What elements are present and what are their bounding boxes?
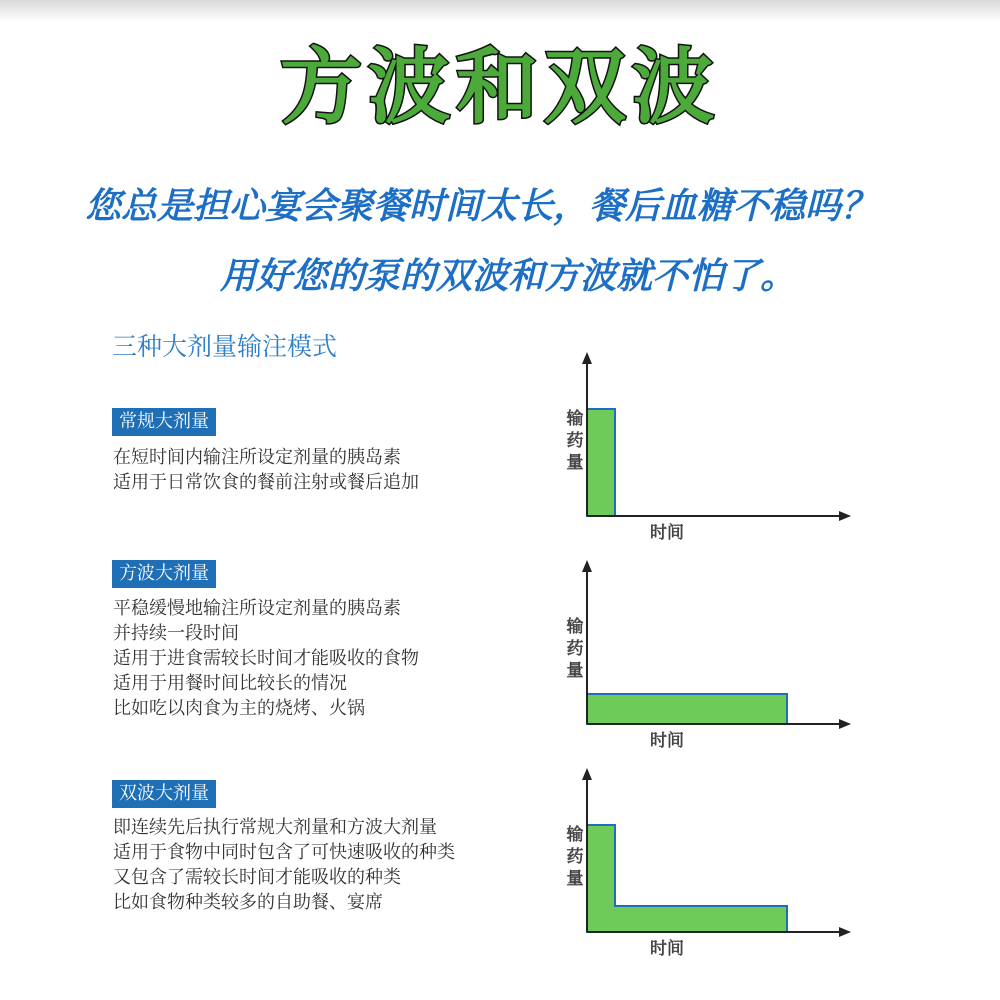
- mode-badge-square: 方波大剂量: [112, 560, 216, 588]
- x-axis-arrow: [839, 927, 851, 937]
- mode-desc-line: 平稳缓慢地输注所设定剂量的胰岛素: [113, 598, 401, 619]
- y-axis-label-char: 输: [566, 617, 584, 637]
- x-axis-label: 时间: [650, 939, 684, 959]
- mode-desc-line: 并持续一段时间: [113, 623, 239, 644]
- x-axis-label: 时间: [650, 523, 684, 543]
- y-axis-arrow: [582, 560, 592, 572]
- y-axis-arrow: [582, 352, 592, 364]
- x-axis-arrow: [839, 511, 851, 521]
- mode-desc-square: [113, 596, 419, 721]
- y-axis-label-char: 量: [566, 453, 584, 473]
- mode-desc-line: 适用于日常饮食的餐前注射或餐后追加: [113, 472, 419, 493]
- mode-badge-dual: 双波大剂量: [112, 780, 216, 808]
- y-axis-arrow: [582, 768, 592, 780]
- delivery-shape: [587, 825, 787, 932]
- y-axis-label-char: 输: [566, 825, 584, 845]
- mode-desc-line: 即连续先后执行常规大剂量和方波大剂量: [113, 817, 437, 838]
- section-title: 三种大剂量输注模式: [112, 332, 338, 361]
- top-fade-strip: [0, 0, 1000, 22]
- subtitle-line-1: 您总是担心宴会聚餐时间太长，餐后血糖不稳吗？: [85, 185, 878, 227]
- mode-desc-line: 适用于食物中同时包含了可快速吸收的种类: [113, 842, 455, 863]
- mode-desc-line: 比如吃以肉食为主的烧烤、火锅: [113, 698, 365, 719]
- mode-desc-normal: [113, 445, 419, 495]
- mode-desc-line: 在短时间内输注所设定剂量的胰岛素: [113, 447, 401, 468]
- chart-dual-bolus: [545, 766, 855, 961]
- mode-desc-line: 适用于进食需较长时间才能吸收的食物: [113, 648, 419, 669]
- y-axis-label-char: 量: [566, 661, 584, 681]
- mode-desc-line: 又包含了需较长时间才能吸收的种类: [113, 867, 401, 888]
- chart-normal-bolus: [545, 350, 855, 545]
- mode-desc-dual: [113, 815, 455, 915]
- mode-desc-line: 适用于用餐时间比较长的情况: [113, 673, 347, 694]
- y-axis-label-char: 药: [566, 847, 584, 867]
- delivery-shape: [587, 409, 615, 516]
- x-axis-label: 时间: [650, 731, 684, 751]
- x-axis-arrow: [839, 719, 851, 729]
- page-title: 方波和双波: [279, 39, 720, 135]
- delivery-shape: [587, 694, 787, 724]
- mode-desc-line: 比如食物种类较多的自助餐、宴席: [113, 892, 383, 913]
- chart-square-bolus: [545, 558, 855, 753]
- mode-badge-normal: 常规大剂量: [112, 408, 216, 436]
- y-axis-label-char: 量: [566, 869, 584, 889]
- y-axis-label-char: 药: [566, 431, 584, 451]
- subtitle-line-2: 用好您的泵的双波和方波就不怕了。: [220, 255, 797, 297]
- y-axis-label-char: 药: [566, 639, 584, 659]
- y-axis-label-char: 输: [566, 409, 584, 429]
